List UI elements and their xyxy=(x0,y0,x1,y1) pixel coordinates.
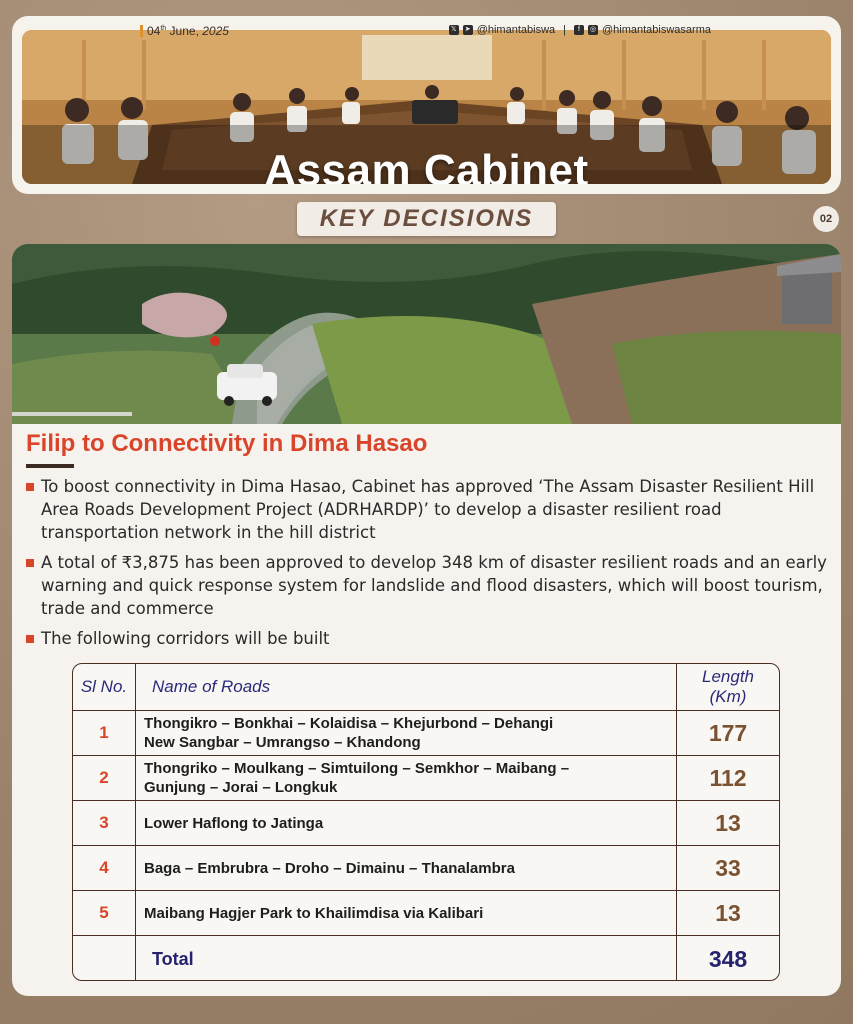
total-label: Total xyxy=(152,948,194,969)
row-sl: 1 xyxy=(99,723,109,742)
table-total-row xyxy=(73,935,779,981)
header-name-of-roads: Name of Roads xyxy=(136,664,677,710)
row-road-name: Maibang Hagjer Park to Khailimdisa via Kalibari xyxy=(144,904,484,922)
row-length: 13 xyxy=(715,899,741,926)
bullet-marker xyxy=(26,559,34,567)
bullet-text: The following corridors will be built xyxy=(41,629,330,648)
row-length: 13 xyxy=(715,809,741,836)
header-card xyxy=(12,16,841,194)
date-year: 2025 xyxy=(202,24,229,38)
bullet-item xyxy=(26,551,836,620)
table-row xyxy=(73,845,779,890)
table-row xyxy=(73,755,779,800)
date-month: June, xyxy=(169,24,199,38)
road-line: Thongriko – Moulkang – Simtuilong – Semkhor – Maibang – xyxy=(144,760,570,777)
table-row xyxy=(73,710,779,755)
bullet-marker xyxy=(26,483,34,491)
telegram-icon: ➤ xyxy=(463,25,473,35)
table-header-row xyxy=(73,664,779,710)
date-suffix: th xyxy=(160,25,167,32)
row-road-name xyxy=(144,759,569,797)
row-length: 177 xyxy=(708,719,748,746)
key-decisions-banner: KEY DECISIONS xyxy=(297,202,556,236)
table-row xyxy=(73,800,779,845)
divider: | xyxy=(563,24,566,36)
total-empty-cell xyxy=(73,936,136,981)
page-number: 02 xyxy=(813,206,839,232)
social-handles xyxy=(449,24,711,36)
bullet-list xyxy=(26,475,836,657)
hill-road-photo xyxy=(12,244,841,424)
row-road-name xyxy=(144,714,553,752)
total-value: 348 xyxy=(708,945,748,972)
row-length: 112 xyxy=(709,764,747,791)
section-title: Filip to Connectivity in Dima Hasao xyxy=(26,430,428,457)
cabinet-meeting-photo xyxy=(22,30,831,184)
road-line: Gunjung – Jorai – Longkuk xyxy=(144,779,338,796)
twitter-handle[interactable]: @himantabiswa xyxy=(476,24,556,36)
bullet-text: A total of ₹3,875 has been approved to develop 348 km of disaster resilient roads and an early warning and quick response system for landslide and flood disasters, which will boost tourism, trade and commerce xyxy=(41,553,827,618)
row-sl: 3 xyxy=(99,813,109,832)
corridors-table xyxy=(72,663,780,981)
road-line: Thongikro – Bonkhai – Kolaidisa – Khejurbond – Dehangi xyxy=(144,715,554,732)
bullet-text: To boost connectivity in Dima Hasao, Cabinet has approved ‘The Assam Disaster Resilient Hill Area Roads Development Project (ADRHARDP)’ to develop a disaster resilient road transportation network in the hill district xyxy=(41,477,815,542)
row-road-name: Lower Haflong to Jatinga xyxy=(144,814,324,832)
bullet-item xyxy=(26,475,836,544)
row-sl: 4 xyxy=(99,858,109,877)
date-day: 04 xyxy=(147,24,161,38)
row-sl: 5 xyxy=(99,903,109,922)
header-length xyxy=(677,664,779,710)
page-title: Assam Cabinet xyxy=(264,146,589,184)
title-underline xyxy=(26,464,74,468)
facebook-handle[interactable]: @himantabiswasarma xyxy=(602,24,711,36)
road-line: New Sangbar – Umrangso – Khandong xyxy=(144,734,421,751)
header-sl-no: Sl No. xyxy=(73,664,136,710)
bullet-marker xyxy=(26,635,34,643)
row-sl: 2 xyxy=(99,768,109,787)
instagram-icon: ◎ xyxy=(589,26,597,33)
table-row xyxy=(73,890,779,935)
date-label xyxy=(140,24,229,38)
row-road-name: Baga – Embrubra – Droho – Dimainu – Thanalambra xyxy=(144,859,515,877)
header-length-unit: (Km) xyxy=(709,687,747,706)
date-accent-bar xyxy=(140,25,143,37)
x-twitter-icon: 𝕏 xyxy=(449,25,459,35)
bullet-item xyxy=(26,627,836,650)
header-length-label: Length xyxy=(702,667,754,686)
row-length: 33 xyxy=(715,854,741,881)
main-card xyxy=(12,244,841,996)
facebook-icon: f xyxy=(574,25,584,35)
